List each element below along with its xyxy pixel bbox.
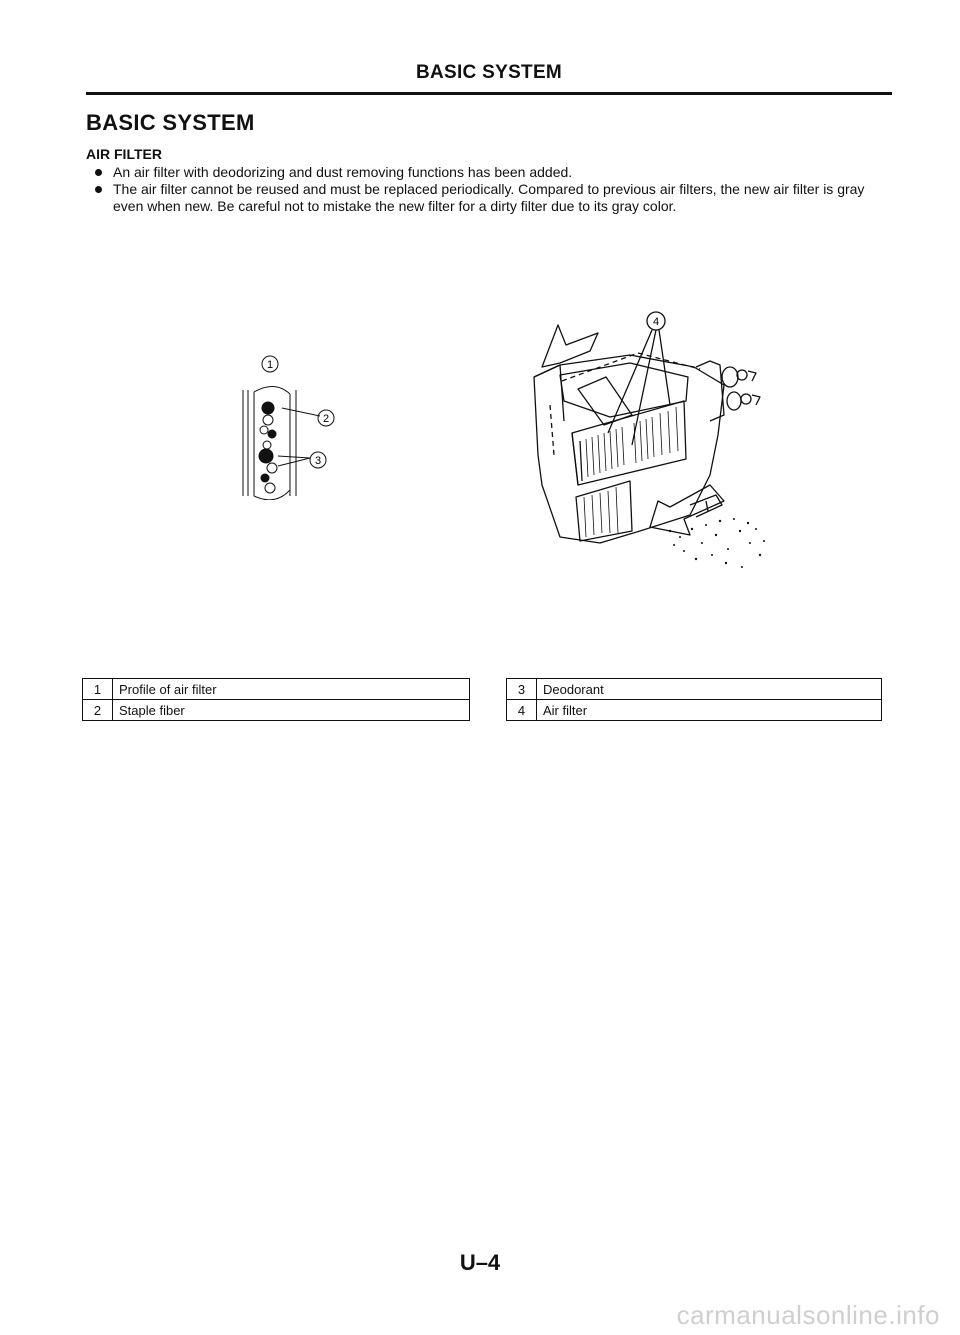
- filter-profile-diagram: [230, 350, 350, 500]
- callout-label-2: 2: [322, 413, 330, 425]
- bullet-item: [86, 181, 892, 215]
- airflow-in-arrow-icon: [650, 485, 724, 535]
- callout-label-4: 4: [652, 316, 660, 328]
- air-filter-unit-diagram: [520, 305, 780, 575]
- legend-label: Profile of air filter: [113, 679, 470, 700]
- callout-label-3: 3: [314, 455, 322, 467]
- section-title: BASIC SYSTEM: [86, 110, 255, 135]
- legend-row: [83, 700, 470, 721]
- legend-table-left: [82, 678, 470, 721]
- bullet-list: [86, 164, 892, 215]
- legend-number: 4: [507, 700, 537, 721]
- page-header: BASIC SYSTEM: [415, 62, 563, 83]
- legend-number: 2: [83, 700, 113, 721]
- bullet-text: The air filter cannot be reused and must be replaced periodically. Compared to previous air filters, the new air filter is gray even when new. Be careful not to mistake the new filter for a dirty filter due to its gray color.: [113, 181, 865, 214]
- legend-number: 3: [507, 679, 537, 700]
- bullet-text: An air filter with deodorizing and dust removing functions has been added.: [113, 164, 573, 180]
- dust-particles: [669, 518, 765, 568]
- legend-row: [83, 679, 470, 700]
- legend-number: 1: [83, 679, 113, 700]
- bullet-dot-icon: [95, 169, 102, 176]
- legend-table-right: [506, 678, 882, 721]
- bullet-item: [86, 164, 892, 181]
- bullet-dot-icon: [95, 186, 102, 193]
- legend-label: Staple fiber: [113, 700, 470, 721]
- callout-label-1: 1: [266, 359, 274, 371]
- header-rule: [86, 92, 892, 95]
- page-number: U–4: [459, 1250, 501, 1275]
- legend-label: Air filter: [537, 700, 882, 721]
- subsection-heading: AIR FILTER: [86, 146, 162, 162]
- legend-row: [507, 700, 882, 721]
- watermark: carmanualsonline.info: [676, 1300, 940, 1330]
- legend-row: [507, 679, 882, 700]
- legend-label: Deodorant: [537, 679, 882, 700]
